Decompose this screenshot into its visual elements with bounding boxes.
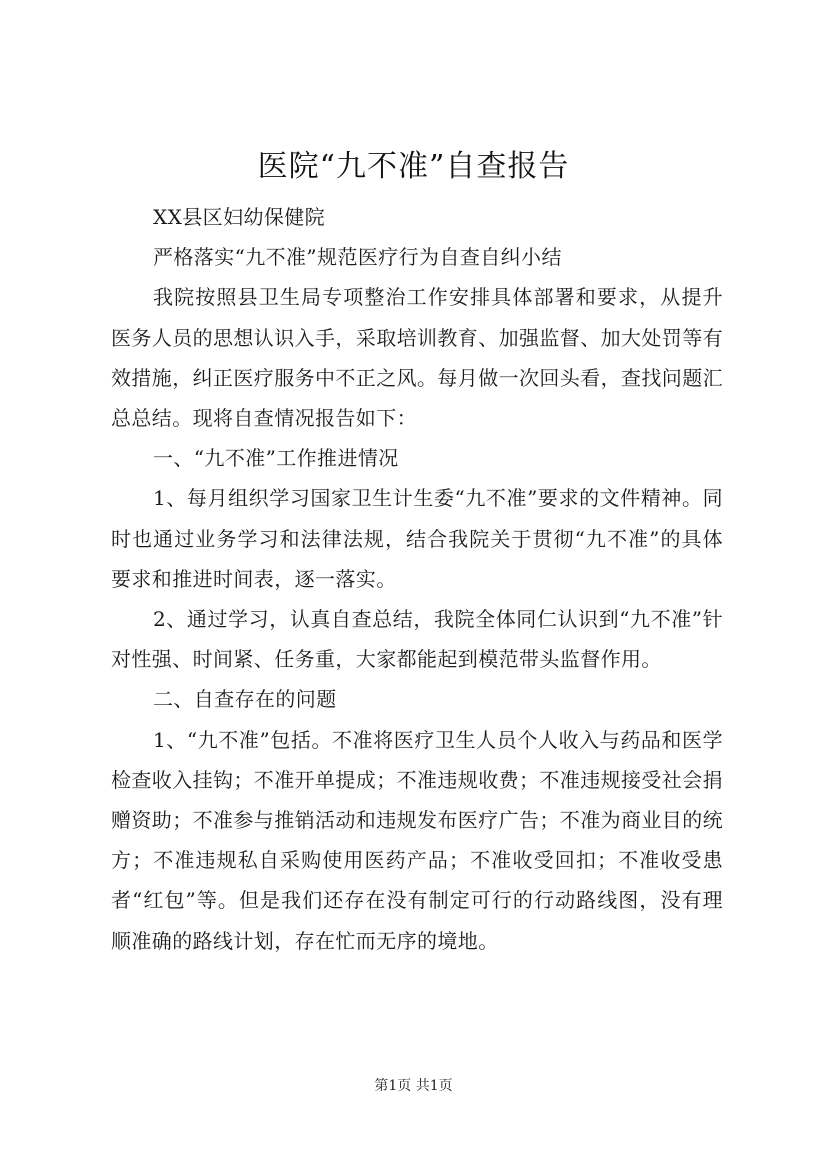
section-heading-progress: 一、“九不准”工作推进情况 [153, 446, 399, 471]
document-title: 医院“九不准”自查报告 [257, 149, 570, 184]
document-body [111, 197, 723, 961]
section-heading-issues: 二、自查存在的问题 [153, 687, 337, 712]
organization-name: XX县区妇幼保健院 [153, 205, 326, 229]
intro-paragraph: 我院按照县卫生局专项整治工作安排具体部署和要求，从提升医务人员的思想认识入手，采取培训教育、加强监督、加大处罚等有效措施，纠正医疗服务中不正之风。每月做一次回头看，查找问题汇总总结。现将自查情况报告如下： [111, 285, 723, 431]
report-subtitle: 严格落实“九不准”规范医疗行为自查自纠小结 [153, 245, 562, 270]
progress-item-1: 1、每月组织学习国家卫生计生委“九不准”要求的文件精神。同时也通过业务学习和法律法规，结合我院关于贯彻“九不准”的具体要求和推进时间表，逐一落实。 [111, 486, 723, 591]
progress-item-2: 2、通过学习，认真自查总结，我院全体同仁认识到“九不准”针对性强、时间紧、任务重，大家都能起到模范带头监督作用。 [111, 607, 723, 672]
issues-item-1: 1、“九不准”包括。不准将医疗卫生人员个人收入与药品和医学检查收入挂钩；不准开单提成；不准违规收费；不准违规接受社会捐赠资助；不准参与推销活动和违规发布医疗广告；不准为商业目的统方；不准违规私自采购使用医药产品；不准收受回扣；不准收受患者“红包”等。但是我们还存在没有制定可行的行动路线图，没有理顺准确的路线计划，存在忙而无序的境地。 [111, 727, 723, 953]
page-number-footer: 第1页 共1页 [374, 1078, 453, 1094]
